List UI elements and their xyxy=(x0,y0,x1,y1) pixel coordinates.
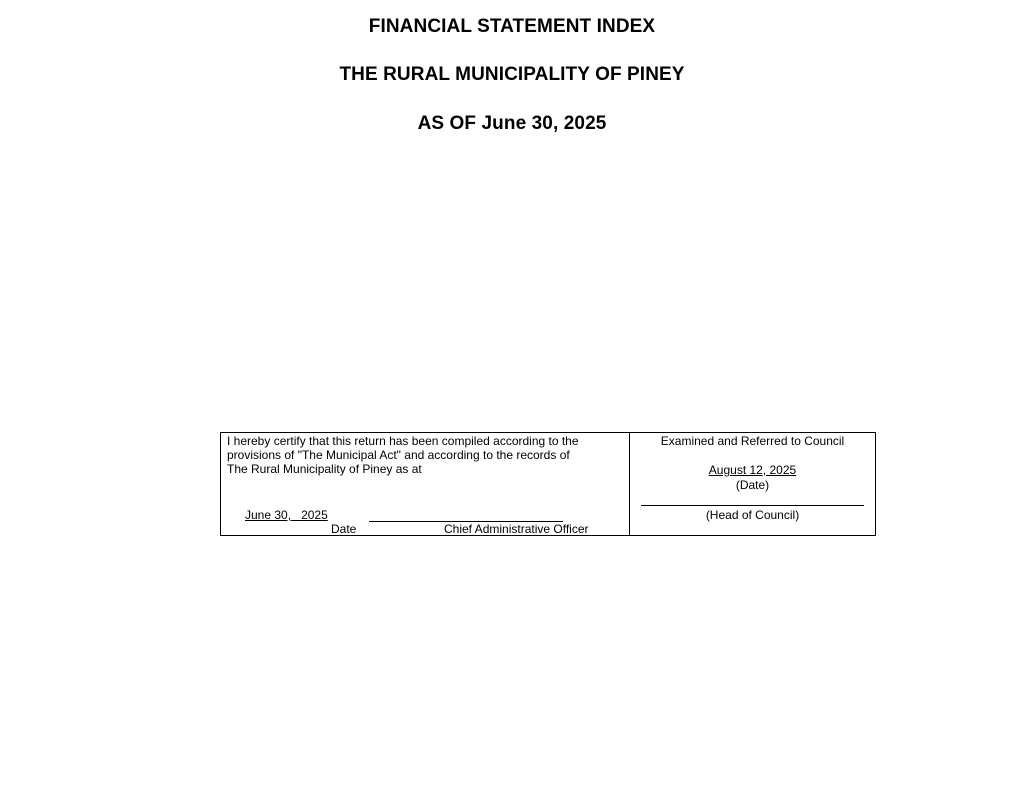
certification-date-month-day: June 30, xyxy=(245,508,292,522)
council-date-caption: (Date) xyxy=(735,478,770,492)
as-of-date: AS OF June 30, 2025 xyxy=(417,113,607,134)
council-panel xyxy=(630,433,875,535)
council-date xyxy=(630,463,875,477)
head-of-council-signature-line xyxy=(641,505,864,506)
examined-text: Examined and Referred to Council xyxy=(660,434,845,448)
municipality-name: THE RURAL MUNICIPALITY OF PINEY xyxy=(339,64,685,85)
certification-line-3: The Rural Municipality of Piney as at xyxy=(227,462,422,476)
certification-date xyxy=(229,508,328,522)
officer-label: Chief Administrative Officer xyxy=(444,522,589,536)
document-title: FINANCIAL STATEMENT INDEX xyxy=(368,16,656,37)
certification-statement xyxy=(227,434,623,476)
certification-box xyxy=(220,432,876,536)
council-date-value: August 12, 2025 xyxy=(708,463,797,477)
certification-date-year: 2025 xyxy=(301,508,328,522)
certification-line-1: I hereby certify that this return has been compiled according to the xyxy=(227,434,579,448)
certification-line-2: provisions of "The Municipal Act" and according to the records of xyxy=(227,448,570,462)
certification-panel xyxy=(221,433,630,535)
head-of-council-caption: (Head of Council) xyxy=(705,508,800,522)
date-label: Date xyxy=(331,522,357,536)
